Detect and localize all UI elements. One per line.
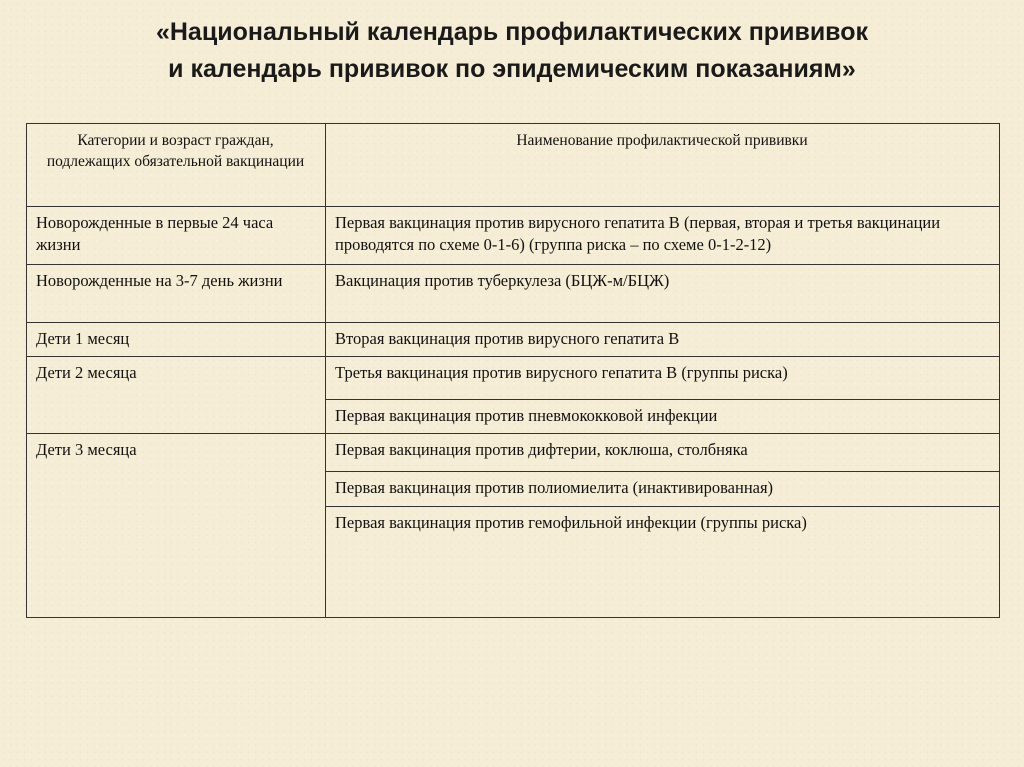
vaccination-cell: Третья вакцинация против вирусного гепатита В (группы риска)	[326, 357, 1000, 400]
header-vaccination: Наименование профилактической прививки	[326, 124, 1000, 207]
vaccination-cell: Вакцинация против туберкулеза (БЦЖ-м/БЦЖ)	[326, 265, 1000, 323]
vaccination-cell: Первая вакцинация против пневмококковой инфекции	[326, 400, 1000, 434]
vaccination-cell: Первая вакцинация против дифтерии, коклюша, столбняка	[326, 434, 1000, 472]
age-cell: Дети 2 месяца	[27, 357, 326, 434]
vaccination-cell: Первая вакцинация против вирусного гепатита В (первая, вторая и третья вакцинации проводятся по схеме 0-1-6) (группа риска – по схеме 0-1-2-12)	[326, 207, 1000, 265]
table-row	[27, 323, 1000, 357]
table-row	[27, 357, 1000, 400]
vaccination-cell: Первая вакцинация против полиомиелита (инактивированная)	[326, 472, 1000, 507]
age-cell: Новорожденные в первые 24 часа жизни	[27, 207, 326, 265]
header-category: Категории и возраст граждан, подлежащих обязательной вакцинации	[27, 124, 326, 207]
table-row	[27, 434, 1000, 472]
age-cell: Дети 1 месяц	[27, 323, 326, 357]
table-header-row	[27, 124, 1000, 207]
vaccination-cell: Вторая вакцинация против вирусного гепатита В	[326, 323, 1000, 357]
age-cell: Новорожденные на 3-7 день жизни	[27, 265, 326, 323]
title-line-1: «Национальный календарь профилактических прививок	[155, 18, 869, 46]
vaccination-schedule-table	[26, 123, 1000, 618]
age-cell: Дети 3 месяца	[27, 434, 326, 618]
table-row	[27, 207, 1000, 265]
title-line-2: и календарь прививок по эпидемическим показаниям»	[168, 55, 856, 83]
page-title	[40, 14, 984, 88]
table-row	[27, 265, 1000, 323]
vaccination-cell: Первая вакцинация против гемофильной инфекции (группы риска)	[326, 507, 1000, 618]
